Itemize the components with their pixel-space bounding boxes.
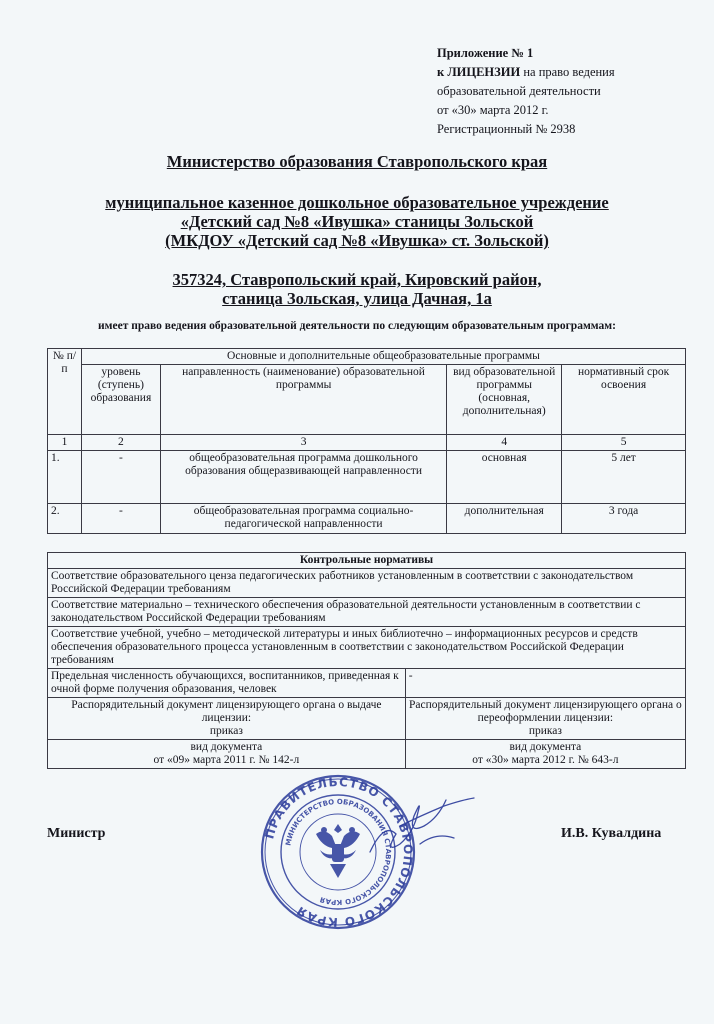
row-level: -	[81, 504, 160, 534]
reissue-doc-ref-cell	[405, 740, 685, 769]
header-term: нормативный срок освоения	[562, 365, 686, 435]
doc-type-label: вид документа	[509, 741, 582, 753]
signature-icon	[360, 792, 480, 872]
institution-line-1: муниципальное казенное дошкольное образовательное учреждение	[105, 193, 609, 212]
header-direction: направленность (наименование) образовательной программы	[160, 365, 446, 435]
reissue-doc-label: Распорядительный документ лицензирующего органа о переоформлении лицензии:	[408, 699, 682, 724]
row-num: 2.	[48, 504, 82, 534]
row-type: основная	[447, 451, 562, 504]
issue-doc-cell	[48, 698, 406, 740]
colnum-4: 4	[447, 435, 562, 451]
activity-line: образовательной деятельности	[437, 84, 601, 98]
control-title: Контрольные нормативы	[48, 553, 686, 569]
issue-doc-label: Распорядительный документ лицензирующего органа о выдаче лицензии:	[71, 699, 382, 724]
max-count-label: Предельная численность обучающихся, воспитанников, приведенная к очной форме получения образования, человек	[48, 669, 406, 698]
address-line-1: 357324, Ставропольский край, Кировский район,	[172, 270, 542, 289]
ministry-title: Министерство образования Ставропольского края	[166, 152, 548, 171]
colnum-5: 5	[562, 435, 686, 451]
institution-line-2: «Детский сад №8 «Ивушка» станицы Зольской	[180, 212, 534, 231]
row-type: дополнительная	[447, 504, 562, 534]
row-term: 5 лет	[562, 451, 686, 504]
header-programs-group: Основные и дополнительные общеобразовательные программы	[81, 349, 685, 365]
table-row	[48, 451, 686, 504]
row-level: -	[81, 451, 160, 504]
programs-table	[47, 348, 686, 534]
seal-outer-text: ПРАВИТЕЛЬСТВО СТАВРОПОЛЬСКОГО КРАЯ	[262, 774, 416, 930]
control-item: Соответствие образовательного ценза педагогических работников установленным в соответствии с законодательством Российской Федерации требованиям	[48, 569, 686, 598]
table-row	[48, 504, 686, 534]
max-count-value: -	[405, 669, 685, 698]
signer-name: И.В. Кувалдина	[561, 826, 662, 841]
doc-type-label: вид документа	[190, 741, 263, 753]
reissue-doc-kind: приказ	[528, 725, 562, 737]
institution-line-3: (МКДОУ «Детский сад №8 «Ивушка» ст. Зольской)	[165, 231, 549, 250]
seal-inner-text: МИНИСТЕРСТВО ОБРАЗОВАНИЯ СТАВРОПОЛЬСКОГО КРАЯ	[284, 797, 393, 907]
row-direction: общеобразовательная программа дошкольного образования общеразвивающей направленности	[160, 451, 446, 504]
header-num: № п/п	[48, 349, 82, 435]
colnum-2: 2	[81, 435, 160, 451]
address-line-2: станица Зольская, улица Дачная, 1а	[222, 289, 492, 308]
header-type: вид образовательной программы (основная, дополнительная)	[447, 365, 562, 435]
control-table	[47, 552, 686, 769]
appendix-header	[437, 44, 707, 139]
row-term: 3 года	[562, 504, 686, 534]
issue-doc-kind: приказ	[209, 725, 243, 737]
issue-doc-ref: от «09» марта 2011 г. № 142-л	[153, 754, 300, 766]
control-item: Соответствие материально – технического обеспечения образовательной деятельности установленным в соответствии с законодательством Российской Федерации требованиям	[48, 598, 686, 627]
license-label: к ЛИЦЕНЗИИ	[437, 65, 521, 79]
intro-text: имеет право ведения образовательной деятельности по следующим образовательным программам:	[98, 320, 616, 332]
row-num: 1.	[48, 451, 82, 504]
colnum-1: 1	[48, 435, 82, 451]
issue-doc-ref-cell	[48, 740, 406, 769]
control-item: Соответствие учебной, учебно – методической литературы и иных библиотечно – информационных ресурсов и средств обеспечения образовательного процесса установленным в соответствии с законодательством Российской Федерации требованиям	[48, 627, 686, 669]
license-label-rest: на право ведения	[520, 65, 615, 79]
reissue-doc-cell	[405, 698, 685, 740]
appendix-title: Приложение № 1	[437, 46, 534, 60]
appendix-date: от «30» марта 2012 г.	[437, 103, 549, 117]
row-direction: общеобразовательная программа социально-педагогической направленности	[160, 504, 446, 534]
header-level: уровень (ступень) образования	[81, 365, 160, 435]
registration-number: Регистрационный № 2938	[437, 122, 576, 136]
colnum-3: 3	[160, 435, 446, 451]
reissue-doc-ref: от «30» марта 2012 г. № 643-л	[472, 754, 619, 766]
signer-position: Министр	[47, 826, 106, 841]
